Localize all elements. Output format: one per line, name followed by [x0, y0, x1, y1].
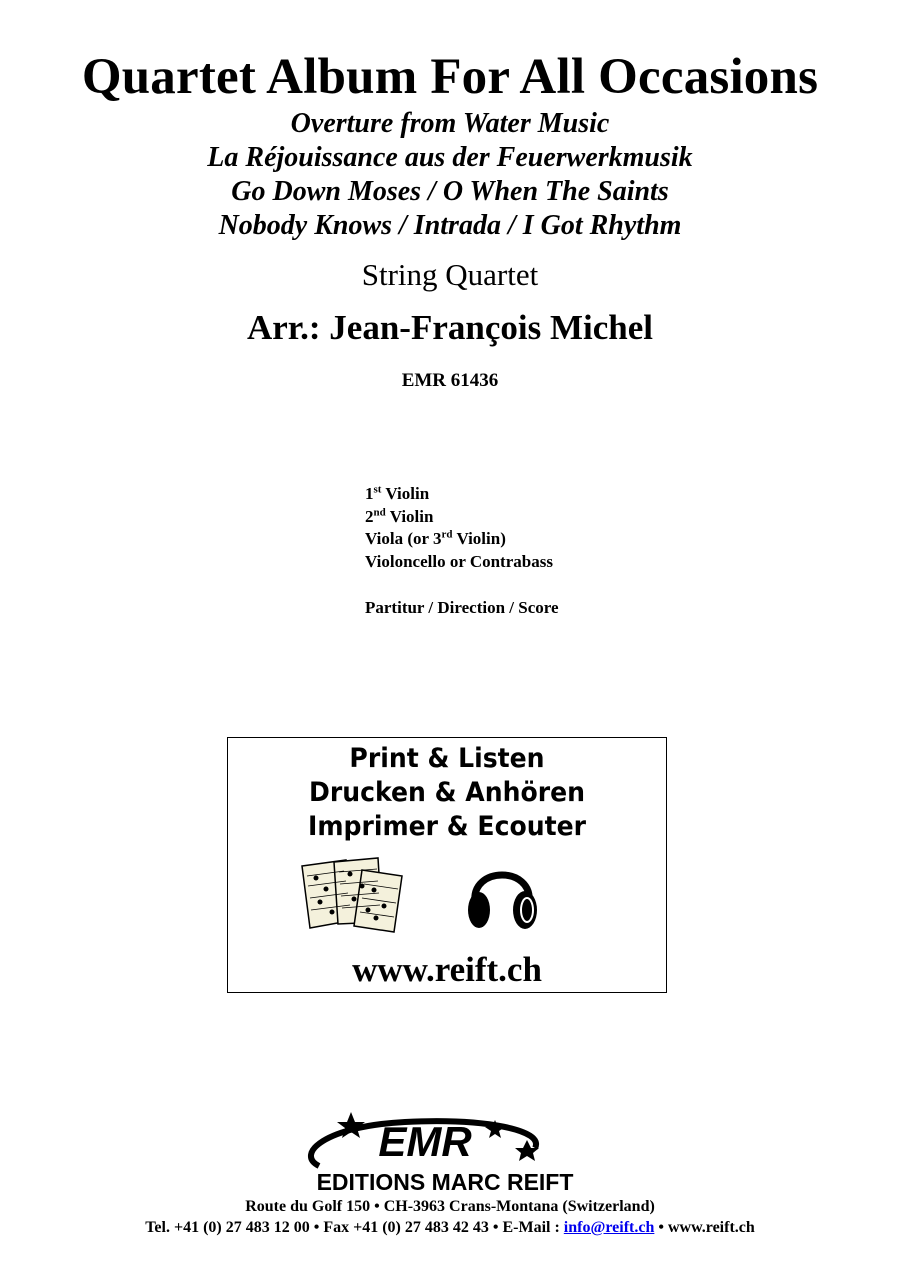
piece-title: Go Down Moses / O When The Saints	[231, 176, 669, 207]
parts-list	[365, 483, 559, 620]
piece-title: La Réjouissance aus der Feuerwerkmusik	[207, 142, 693, 173]
contact-website: • www.reift.ch	[654, 1219, 755, 1236]
arranger: Arr.: Jean-François Michel	[247, 308, 653, 347]
ordinal-suffix: nd	[373, 505, 386, 518]
piece-title: Overture from Water Music	[290, 108, 610, 139]
part-label: Violin	[385, 506, 434, 526]
promo-line-fr: Imprimer & Ecouter	[307, 811, 587, 842]
part-violin-1	[365, 483, 559, 506]
promo-line-de: Drucken & Anhören	[308, 777, 586, 808]
publisher-address: Route du Golf 150 • CH-3963 Crans-Montana (Switzerland)	[245, 1198, 655, 1215]
part-number: 2	[365, 506, 374, 526]
publisher-contact	[0, 1219, 900, 1237]
part-cello: Violoncello or Contrabass	[365, 551, 553, 571]
headphones-icon	[465, 858, 539, 934]
ordinal-suffix: st	[373, 483, 382, 496]
promo-url[interactable]: www.reift.ch	[352, 950, 542, 989]
part-score: Partitur / Direction / Score	[365, 598, 559, 617]
svg-text:EDITIONS MARC REIFT: EDITIONS MARC REIFT	[316, 1169, 574, 1194]
page-title: Quartet Album For All Occasions	[81, 49, 819, 105]
part-viola	[365, 528, 559, 551]
emr-logo	[255, 1108, 645, 1194]
sheet-music-icon	[298, 856, 410, 934]
print-listen-box	[227, 737, 667, 993]
part-label: Violin	[381, 484, 430, 503]
ordinal-suffix: rd	[441, 528, 453, 541]
piece-list	[0, 107, 900, 243]
part-label: Violin)	[452, 529, 506, 548]
svg-text:EMR: EMR	[378, 1118, 472, 1165]
instrumentation: String Quartet	[361, 257, 539, 292]
part-number: 1	[365, 484, 374, 503]
part-violin-2	[365, 506, 559, 529]
promo-line-en: Print & Listen	[349, 743, 545, 774]
piece-title: Nobody Knows / Intrada / I Got Rhythm	[218, 210, 682, 241]
contact-phone-fax: Tel. +41 (0) 27 483 12 00 • Fax +41 (0) 27 483 42 43 • E-Mail :	[145, 1219, 564, 1236]
catalog-number: EMR 61436	[401, 370, 499, 391]
part-label: Viola (or 3	[365, 529, 442, 548]
email-link[interactable]: info@reift.ch	[563, 1219, 655, 1236]
